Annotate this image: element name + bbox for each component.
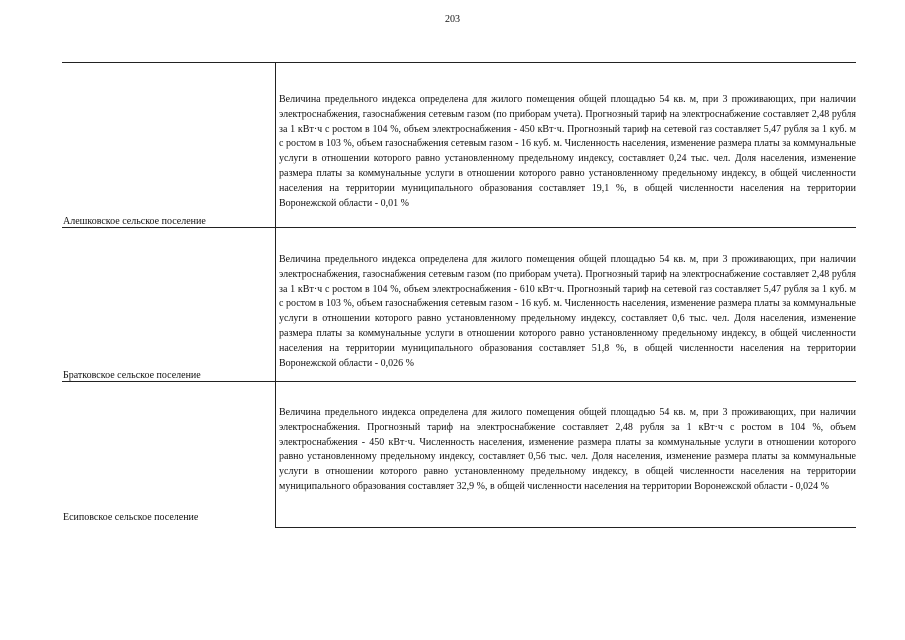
settlement-name-cell <box>62 228 275 381</box>
page-number: 203 <box>445 14 460 25</box>
settlement-name-cell <box>62 63 275 227</box>
settlement-name: Есиповское сельское поселение <box>63 512 199 523</box>
settlement-name: Алешковское сельское поселение <box>63 216 206 227</box>
index-description: Величина предельного индекса определена для жилого помещения общей площадью 54 кв. м, при 3 проживающих, при наличии электроснабжения. Прогнозный тариф на электроснабжение составляет 2,48 рубля за 1 кВт·ч с ростом в 104 %, объем электроснабжения - 450 кВт·ч. Численность населения, изменение размера платы за коммунальные услуги в отношении которого равно установленному предельному индексу, составляет 0,56 тыс. чел. Доля населения, изменение размера платы за коммунальные услуги в отношении которого равно установленному предельному индексу, в общей численности населения на территории муниципального образования составляет 32,9 %, в общей численности населения на территории Воронежской области - 0,024 % <box>275 382 856 528</box>
index-description: Величина предельного индекса определена для жилого помещения общей площадью 54 кв. м, при 3 проживающих, при наличии электроснабжения, газоснабжения сетевым газом (по приборам учета). Прогнозный тариф на электроснабжение составляет 2,48 рубля за 1 кВт·ч с ростом в 104 %, объем электроснабжения - 450 кВт·ч. Прогнозный тариф на сетевой газ составляет 5,47 рубля за 1 куб. м с ростом в 103 %, объем газоснабжения сетевым газом - 16 куб. м. Численность населения, изменение размера платы за коммунальные услуги в отношении которого равно установленному предельному индексу, составляет 0,24 тыс. чел. Доля населения, изменение размера платы за коммунальные услуги в отношении которого равно установленному предельному индексу, в общей численности населения на территории муниципального образования составляет 19,1 %, в общей численности населения на территории Воронежской области - 0,01 % <box>275 63 856 227</box>
index-description: Величина предельного индекса определена для жилого помещения общей площадью 54 кв. м, при 3 проживающих, при наличии электроснабжения, газоснабжения сетевым газом (по приборам учета). Прогнозный тариф на электроснабжение составляет 2,48 рубля за 1 кВт·ч с ростом в 104 %, объем электроснабжения - 610 кВт·ч. Прогнозный тариф на сетевой газ составляет 5,47 рубля за 1 куб. м с ростом в 103 %, объем газоснабжения сетевым газом - 16 куб. м. Численность населения, изменение размера платы за коммунальные услуги в отношении которого равно установленному предельному индексу, составляет 0,6 тыс. чел. Доля населения, изменение размера платы за коммунальные услуги в отношении которого равно установленному предельному индексу, в общей численности населения на территории муниципального образования составляет 51,8 %, в общей численности населения на территории Воронежской области - 0,026 % <box>275 228 856 381</box>
settlement-name-cell <box>62 382 275 523</box>
table-row <box>62 382 856 523</box>
table-row <box>62 228 856 382</box>
tariff-index-table <box>62 62 856 523</box>
table-row <box>62 63 856 228</box>
settlement-name: Братковское сельское поселение <box>63 370 201 381</box>
